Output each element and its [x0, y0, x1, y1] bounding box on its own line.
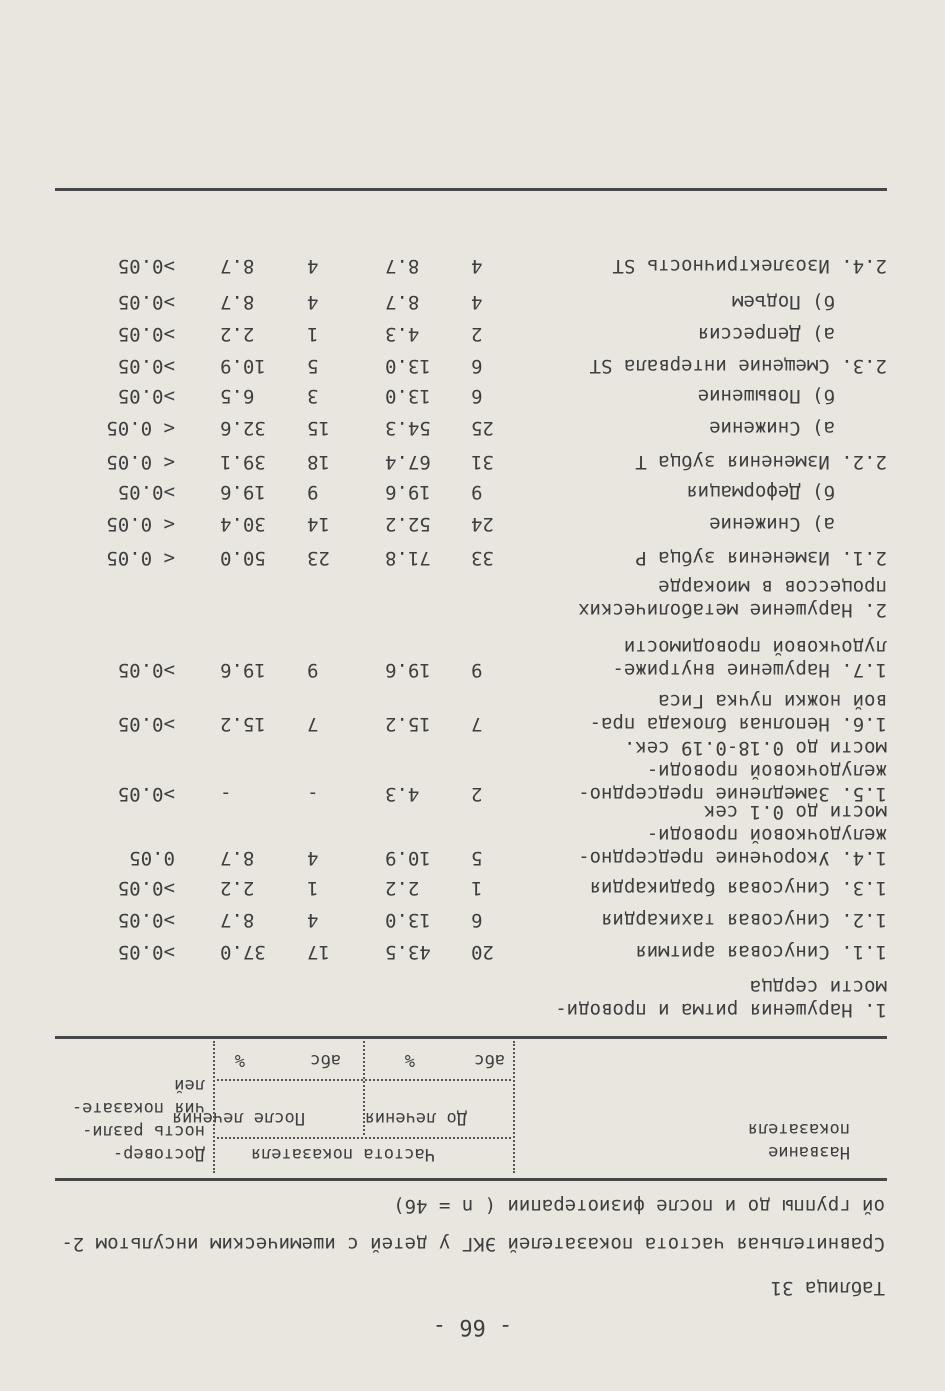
- after-abs: 9: [307, 659, 319, 681]
- before-pct: 43.5: [385, 941, 431, 963]
- table-row: [0, 375, 945, 407]
- after-abs: 18: [307, 451, 330, 473]
- before-pct: 10.9: [385, 847, 431, 869]
- row-label: б) Подъем: [732, 291, 835, 313]
- row-label: б) Повышение: [697, 385, 835, 407]
- after-abs: 14: [307, 513, 330, 535]
- reliability-value: >0.05: [117, 255, 175, 277]
- after-abs: 1: [307, 323, 319, 345]
- reliability-value: >0.05: [117, 783, 175, 805]
- after-abs: 1: [307, 877, 319, 899]
- header-frequency: Частота показателя: [250, 1144, 435, 1164]
- table-row: [0, 976, 945, 1021]
- reliability-value: >0.05: [117, 909, 175, 931]
- header-before-abs: абс: [474, 1050, 505, 1070]
- before-abs: 2: [471, 783, 483, 805]
- before-abs: 9: [471, 659, 483, 681]
- table-row: [0, 407, 945, 439]
- before-pct: 19.6: [385, 659, 431, 681]
- header-bottom-rule: [55, 1036, 887, 1039]
- table-row: [0, 931, 945, 963]
- before-pct: 52.2: [385, 513, 431, 535]
- before-pct: 4.3: [385, 323, 420, 345]
- reliability-value: < 0.05: [106, 451, 175, 473]
- table-label: Таблица 31: [770, 1277, 885, 1299]
- table-row: [0, 281, 945, 313]
- row-label: 1.4. Укорочение предсердно- желудочковой проводи- мости до 0.1 сек: [578, 801, 887, 869]
- before-abs: 9: [471, 481, 483, 503]
- table-caption: Сравнительная частота показателей ЭКГ у детей с ишемическим инсультом 2-ой группы до и после физиотерапии ( n = 46): [61, 1195, 885, 1255]
- after-pct: 8.7: [220, 291, 255, 313]
- after-pct: 39.1: [220, 451, 266, 473]
- reliability-value: >0.05: [117, 323, 175, 345]
- after-abs: 9: [307, 481, 319, 503]
- before-pct: 67.4: [385, 451, 431, 473]
- table-row: [0, 503, 945, 535]
- after-pct: 8.7: [220, 909, 255, 931]
- after-pct: 8.7: [220, 847, 255, 869]
- table-row: [0, 313, 945, 345]
- table-row: [0, 636, 945, 681]
- row-label: 1.3. Синусовая брадикардия: [589, 877, 887, 899]
- before-abs: 1: [471, 877, 483, 899]
- table-row: [0, 471, 945, 503]
- row-label: 2.4. Изоэлектричность ST: [612, 255, 887, 277]
- table-bottom-rule: [55, 188, 887, 191]
- reliability-value: >0.05: [117, 713, 175, 735]
- header-divider: [513, 1041, 515, 1173]
- before-pct: 4.3: [385, 783, 420, 805]
- header-before: До лечения: [364, 1108, 467, 1128]
- before-abs: 33: [471, 547, 494, 569]
- after-pct: 30.4: [220, 513, 266, 535]
- before-abs: 6: [471, 909, 483, 931]
- row-label: б) Деформация: [686, 481, 835, 503]
- row-label: 2.2. Изменения зубца T: [635, 451, 887, 473]
- reliability-value: >0.05: [117, 385, 175, 407]
- row-label: 1.1. Синусовая аритмия: [635, 941, 887, 963]
- before-pct: 13.0: [385, 385, 431, 407]
- before-abs: 4: [471, 291, 483, 313]
- before-pct: 19.6: [385, 481, 431, 503]
- row-label: а) Депрессия: [697, 323, 835, 345]
- before-abs: 6: [471, 385, 483, 407]
- after-abs: 17: [307, 941, 330, 963]
- header-before-pct: %: [404, 1050, 415, 1070]
- reliability-value: >0.05: [117, 659, 175, 681]
- table-top-rule: [55, 1178, 887, 1181]
- after-pct: 37.0: [220, 941, 266, 963]
- after-abs: 5: [307, 355, 319, 377]
- row-label: 1.5. Замедление предсердно- желудочковой проводи- мости до 0.18-0.19 сек.: [578, 737, 887, 805]
- table-row: [0, 737, 945, 805]
- after-abs: 4: [307, 847, 319, 869]
- header-after-abs: абс: [310, 1050, 341, 1070]
- reliability-value: < 0.05: [106, 513, 175, 535]
- before-pct: 13.0: [385, 355, 431, 377]
- header-reliability: Достовер- ность разли- чия показате- лей: [71, 1075, 205, 1164]
- before-pct: 15.2: [385, 713, 431, 735]
- before-pct: 54.3: [385, 417, 431, 439]
- row-label: а) Снижение: [709, 417, 835, 439]
- reliability-value: < 0.05: [106, 547, 175, 569]
- after-abs: 4: [307, 291, 319, 313]
- before-pct: 71.8: [385, 547, 431, 569]
- reliability-value: >0.05: [117, 877, 175, 899]
- before-pct: 13.0: [385, 909, 431, 931]
- table-row: [0, 899, 945, 931]
- after-pct: -: [220, 783, 232, 805]
- row-label: 1.2. Синусовая тахикардия: [601, 909, 887, 931]
- table-row: [0, 690, 945, 735]
- before-abs: 4: [471, 255, 483, 277]
- row-label: 2. Нарушение метаболических процессов в миокарде: [578, 576, 887, 621]
- after-abs: -: [307, 783, 319, 805]
- before-abs: 25: [471, 417, 494, 439]
- row-label: 2.1. Изменения зубца P: [635, 547, 887, 569]
- after-abs: 4: [307, 909, 319, 931]
- before-pct: 2.2: [385, 877, 420, 899]
- reliability-value: >0.05: [117, 941, 175, 963]
- reliability-value: < 0.05: [106, 417, 175, 439]
- after-pct: 15.2: [220, 713, 266, 735]
- row-label: а) Снижение: [709, 513, 835, 535]
- header-indicator: Название показателя: [747, 1119, 850, 1162]
- before-abs: 6: [471, 355, 483, 377]
- reliability-value: >0.05: [117, 291, 175, 313]
- after-pct: 8.7: [220, 255, 255, 277]
- after-abs: 23: [307, 547, 330, 569]
- after-pct: 10.9: [220, 355, 266, 377]
- reliability-value: 0.05: [129, 847, 175, 869]
- after-abs: 4: [307, 255, 319, 277]
- row-label: 1. Нарушения ритма и проводи- мости сердца: [555, 976, 887, 1021]
- before-abs: 24: [471, 513, 494, 535]
- table-row: [0, 245, 945, 277]
- header-after: После лечения: [171, 1108, 305, 1128]
- table-row: [0, 345, 945, 377]
- table-row: [0, 441, 945, 473]
- after-pct: 19.6: [220, 481, 266, 503]
- row-label: 2.3. Смещение интервала ST: [589, 355, 887, 377]
- before-pct: 8.7: [385, 255, 420, 277]
- header-divider: [213, 1041, 215, 1173]
- after-pct: 2.2: [220, 323, 255, 345]
- before-abs: 2: [471, 323, 483, 345]
- before-abs: 20: [471, 941, 494, 963]
- after-abs: 15: [307, 417, 330, 439]
- before-abs: 31: [471, 451, 494, 473]
- before-abs: 5: [471, 847, 483, 869]
- header-divider: [363, 1041, 365, 1135]
- table-row: [0, 801, 945, 869]
- after-pct: 19.6: [220, 659, 266, 681]
- page-number: - 66 -: [432, 1314, 513, 1339]
- table-row: [0, 537, 945, 569]
- after-abs: 3: [307, 385, 319, 407]
- header-after-pct: %: [234, 1050, 245, 1070]
- header-subrule: [217, 1137, 511, 1139]
- after-abs: 7: [307, 713, 319, 735]
- after-pct: 50.0: [220, 547, 266, 569]
- row-label: 1.6. Неполная блокада пра- вой ножки пучка Гиса: [589, 690, 887, 735]
- reliability-value: >0.05: [117, 481, 175, 503]
- reliability-value: >0.05: [117, 355, 175, 377]
- table-row: [0, 576, 945, 621]
- before-pct: 8.7: [385, 291, 420, 313]
- after-pct: 2.2: [220, 877, 255, 899]
- table-row: [0, 867, 945, 899]
- row-label: 1.7. Нарушение внутриже- лудочковой проводимости: [612, 636, 887, 681]
- before-abs: 7: [471, 713, 483, 735]
- after-pct: 32.6: [220, 417, 266, 439]
- after-pct: 6.5: [220, 385, 255, 407]
